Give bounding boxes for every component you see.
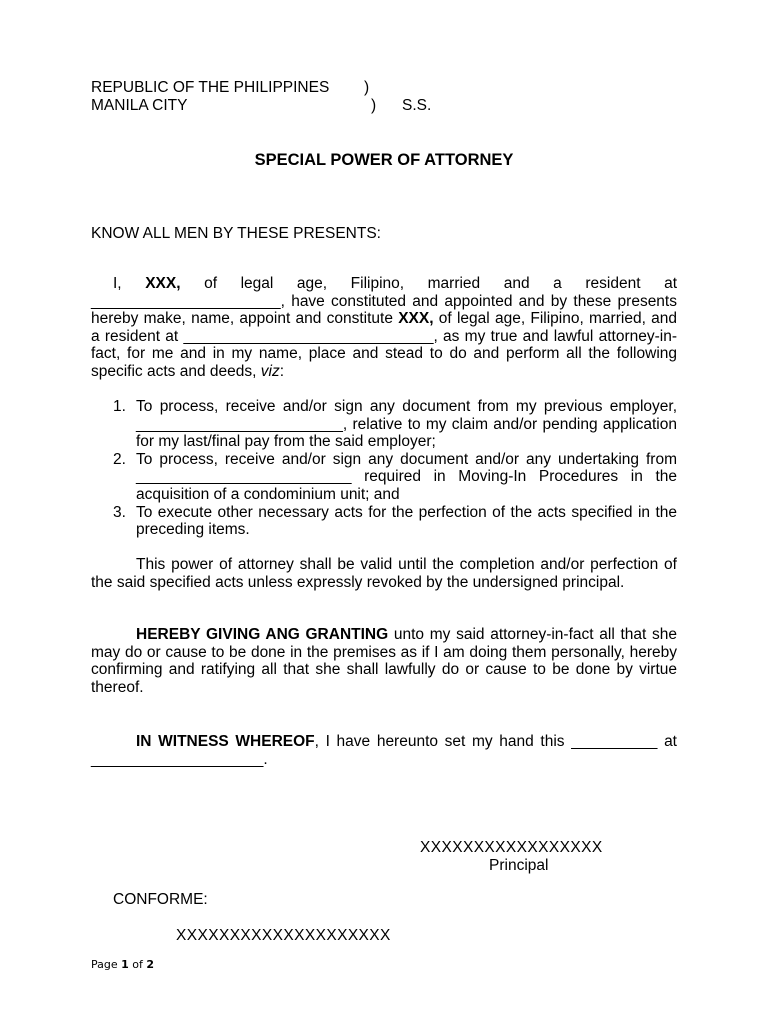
text-run: : (279, 362, 285, 380)
paragraph-witness (91, 733, 677, 768)
paragraph-appointment (91, 275, 677, 381)
list-number: 3. (113, 503, 126, 521)
page-number-footer (91, 956, 154, 974)
caption-paren: ) (371, 97, 377, 114)
principal-label: Principal (489, 857, 549, 874)
footer-page-number: 1 (121, 958, 129, 971)
caption-line-city: MANILA CITY (91, 97, 188, 114)
intro-line: KNOW ALL MEN BY THESE PRESENTS: (91, 225, 381, 242)
list-item (91, 504, 677, 539)
paragraph-granting (91, 626, 677, 696)
granting-heading: HEREBY GIVING ANG GRANTING (136, 626, 389, 643)
paragraph-validity: This power of attorney shall be valid until the completion and/or perfection of the said specified acts unless expressly revoked by the undersigned principal. (91, 556, 677, 591)
case-caption (91, 79, 451, 115)
principal-placeholder-name: XXX, (145, 275, 181, 292)
text-viz: viz (260, 362, 280, 380)
caption-paren: ) (364, 79, 370, 96)
list-number: 1. (113, 398, 126, 415)
footer-of-word: of (132, 958, 143, 971)
conforme-signature-name: XXXXXXXXXXXXXXXXXXXX (176, 927, 391, 944)
conforme-label: CONFORME: (113, 891, 208, 908)
text-run: unto my said attorney-in-fact all that she may do or cause to be done in the premises as if I am doing them personally, hereby confirming and ratifying all that she shall lawfully do or cause to be done by virtue thereof. (91, 626, 677, 696)
principal-signature-name: XXXXXXXXXXXXXXXXX (420, 839, 603, 856)
document-title: SPECIAL POWER OF ATTORNEY (254, 151, 514, 169)
list-item-text: To process, receive and/or sign any document and/or any undertaking from _________________________ required in Moving-In Procedures in the acquisition of a condominium unit; and (136, 450, 677, 503)
text-run: of legal age, Filipino, married, and a resident at _____________________________, as my true and lawful attorney-in-fact, for me and in my name, place and stead to do and perform all the following specific acts and deeds, (91, 310, 677, 380)
list-item-text: To execute other necessary acts for the perfection of the acts specified in the preceding items. (136, 503, 677, 539)
text-run: I, (113, 275, 122, 292)
footer-page-total: 2 (146, 958, 155, 971)
acts-list (91, 398, 677, 539)
witness-heading: IN WITNESS WHEREOF (136, 733, 315, 750)
attorney-placeholder-name: XXX, (398, 310, 434, 328)
footer-page-word: Page (91, 958, 118, 971)
list-item (91, 398, 677, 451)
list-number: 2. (113, 450, 126, 468)
caption-ss: S.S. (402, 97, 432, 114)
list-item-text: To process, receive and/or sign any document from my previous employer, ________________________, relative to my claim and/or pending application for my last/final pay from the said employer; (136, 398, 677, 451)
caption-line-republic: REPUBLIC OF THE PHILIPPINES (91, 79, 330, 96)
list-item (91, 451, 677, 504)
text-run: of legal age, Filipino, married and a resident at ______________________, have constituted and appointed and by these presents hereby make, name, appoint and constitute (91, 275, 678, 328)
text-run: , I have hereunto set my hand this __________ at ____________________. (91, 733, 677, 768)
